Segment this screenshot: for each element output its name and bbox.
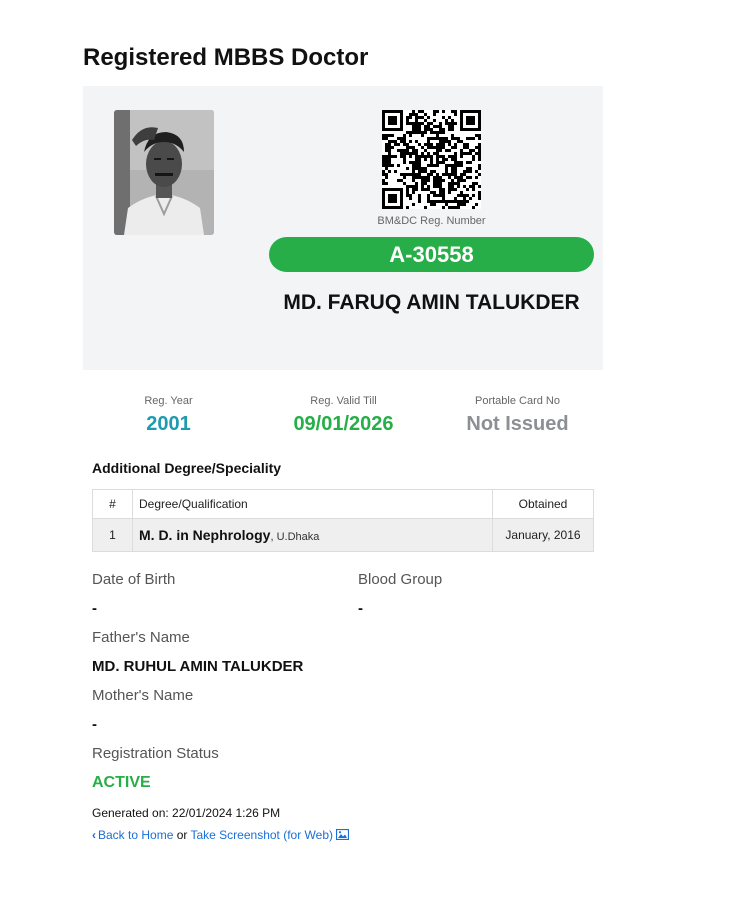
blood-group-label: Blood Group (358, 571, 443, 588)
page-title: Registered MBBS Doctor (83, 44, 369, 71)
chevron-left-icon: ‹ (92, 828, 96, 842)
or-separator: or (173, 828, 191, 842)
qr-code-graphic (382, 110, 481, 209)
reg-year-label: Reg. Year (144, 395, 193, 407)
father-name-label: Father's Name (92, 629, 190, 646)
reg-status-value: ACTIVE (92, 774, 151, 791)
valid-till-stat (256, 395, 431, 436)
back-to-home-link[interactable] (92, 828, 173, 842)
valid-till-value: 09/01/2026 (293, 413, 394, 435)
degree-table (92, 489, 594, 552)
valid-till-label: Reg. Valid Till (310, 395, 377, 407)
dob-value: - (92, 600, 97, 617)
degree-table-header (93, 490, 594, 519)
row-degree (133, 519, 493, 552)
degree-name: M. D. in Nephrology (139, 527, 271, 543)
card-no-value: Not Issued (466, 413, 569, 435)
qr-modules (382, 110, 481, 209)
take-screenshot-link[interactable] (191, 828, 350, 842)
blood-group-value: - (358, 600, 363, 617)
image-icon (336, 829, 349, 843)
footer-links (92, 828, 349, 843)
reg-year-stat (81, 395, 256, 436)
mother-name-label: Mother's Name (92, 687, 194, 704)
col-header-obtained: Obtained (493, 490, 594, 519)
table-row (93, 519, 594, 552)
row-obtained: January, 2016 (493, 519, 594, 552)
reg-year-value: 2001 (146, 413, 191, 435)
degree-section-title: Additional Degree/Speciality (92, 460, 282, 476)
doctor-photo (114, 110, 214, 235)
dob-label: Date of Birth (92, 571, 176, 588)
reg-number-badge: A-30558 (269, 237, 594, 272)
row-num: 1 (93, 519, 133, 552)
back-to-home-label: Back to Home (98, 828, 174, 842)
mother-name-value: - (92, 716, 97, 733)
card-no-stat (430, 395, 605, 436)
doctor-card (83, 86, 603, 370)
generated-timestamp: Generated on: 22/01/2024 1:26 PM (92, 806, 281, 820)
col-header-degree: Degree/Qualification (133, 490, 493, 519)
take-screenshot-label: Take Screenshot (for Web) (190, 828, 334, 842)
father-name-value: MD. RUHUL AMIN TALUKDER (92, 658, 304, 675)
degree-institution: , U.Dhaka (270, 531, 320, 543)
card-no-label: Portable Card No (475, 395, 560, 407)
doctor-name: MD. FARUQ AMIN TALUKDER (283, 291, 580, 314)
qr-code-icon (382, 110, 481, 209)
reg-number-label: BM&DC Reg. Number (377, 215, 486, 227)
doctor-photo-image (114, 110, 214, 235)
col-header-num: # (93, 490, 133, 519)
reg-status-label: Registration Status (92, 745, 219, 762)
